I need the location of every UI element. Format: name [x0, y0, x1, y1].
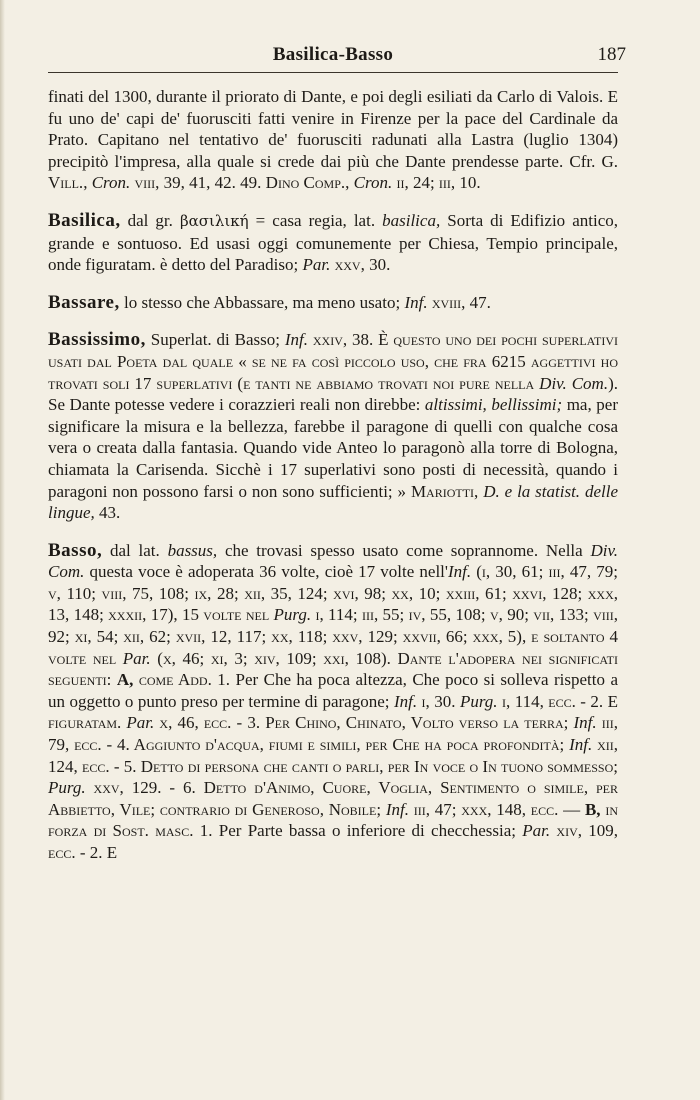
grammar-note: come Add.: [138, 670, 212, 690]
work-ref: Par.: [126, 713, 155, 733]
work-ref: Par.: [302, 255, 331, 275]
text: ii, 24; iii, 10.: [392, 173, 481, 193]
text: (i, 30, 61; iii, 47, 79; v, 110; viii, 75, 108; ix, 28; xii, 35, 124; xvi, 98; xx, 10; xxiii, 61; xxvi, 128; xxx, 13, 148; xxxii, 17), 15 volte nel: [48, 562, 619, 625]
text: che trovasi spesso usato come soprannome. Nella: [217, 540, 591, 560]
header-rule: [48, 72, 618, 73]
page-edge-shadow: [0, 0, 5, 1100]
work-ref: D. e la statist. delle lingue,: [48, 481, 618, 523]
sense-letter: A,: [116, 670, 134, 690]
text: 1. Per Che ha poca altezza, Che poco si solleva rispetto a un oggetto o punto preso per termine di paragone;: [48, 670, 618, 711]
text: (x, 46; xi, 3; xiv, 109; xxi, 108). Dante l'adopera nei significati seguenti:: [48, 648, 619, 690]
text: xiv, 109, ecc. - 2. E: [48, 821, 619, 862]
author-ref: Dino Comp.: [265, 173, 346, 193]
work-ref: Inf.: [447, 562, 472, 582]
page-header: [48, 44, 626, 70]
latin-word: bassus,: [167, 540, 218, 560]
text: i, 114, ecc. - 2. E figuratam.: [48, 691, 618, 733]
text: = casa regia, lat.: [248, 210, 383, 230]
work-ref: Purg.: [273, 605, 312, 625]
text: dal gr.: [120, 210, 180, 230]
text: lo stesso che Abbassare, ma meno usato;: [119, 292, 405, 312]
text: iii, 47; xxx, 148, ecc. —: [408, 799, 585, 819]
quoted-words: altissimi, bellissimi;: [424, 395, 563, 415]
text: finati del 1300, durante il priorato di Dante, e poi degli esiliati da Carlo di Valois. E fu uno de' capi de' fuorusciti fatti venire in Firenze per la pace del Cardinale da Prato. Capitano nel tentativo de' fuorusciti radunati alla Lastra (luglio 1304) precipitò l'impresa, alla quale si crede dai più che Dante prendesse parte. Cfr. G.: [48, 87, 618, 171]
work-ref: Div. Com.: [48, 540, 619, 582]
page-number: 187: [597, 44, 626, 65]
text: dal lat.: [102, 540, 168, 560]
text: ,: [83, 173, 92, 193]
work-ref: Inf.: [284, 330, 308, 350]
text: questa voce è adoperata 36 volte, cioè 17 volte nell': [84, 562, 448, 582]
text: ). Se Dante potesse vedere i corazzieri reali non direbbe:: [48, 373, 618, 415]
work-ref: Purg.: [48, 778, 86, 798]
sense-letter: B,: [584, 799, 601, 819]
work-ref: Div. Com.: [539, 373, 609, 393]
entry-basso: [48, 540, 618, 864]
work-ref: Cron.: [353, 173, 393, 193]
text: i, 30.: [417, 691, 460, 711]
work-ref: Inf.: [385, 799, 409, 819]
text: Sorta di Edifizio antico, grande e sontuoso. Ed usasi oggi comunemente per Chiesa, Tempio principale, onde figuratam. è detto del Paradiso;: [48, 210, 618, 275]
work-ref: Inf.: [573, 713, 597, 733]
text: 43.: [94, 503, 121, 523]
author-ref: Mariotti,: [410, 481, 479, 501]
work-ref: Purg.: [459, 691, 498, 711]
work-ref: Par.: [122, 648, 151, 668]
text: 1. Per Parte bassa o inferiore di checchessia;: [193, 821, 523, 841]
work-ref: Cron.: [91, 173, 131, 193]
headword: Basso,: [48, 539, 103, 561]
headword: Bassare,: [48, 291, 120, 313]
headword: Basilica,: [48, 209, 121, 231]
author-ref: Vill.: [48, 173, 84, 193]
text: iii, 79, ecc. - 4. Aggiunto d'acqua, fiumi e simili, per Che ha poca profondità;: [48, 713, 619, 755]
text: Superlat. di Basso;: [145, 330, 285, 350]
greek-word: βασιλική: [179, 211, 249, 230]
work-ref: Par.: [522, 821, 551, 841]
work-ref: Inf.: [569, 735, 593, 755]
text: x, 46, ecc. - 3. Per Chino, Chinato, Volto verso la terra;: [154, 713, 574, 733]
grammar-note: in forza di Sost. masc.: [48, 799, 618, 841]
entry-continuation: [48, 86, 618, 194]
text: xxv, 129. - 6. Detto d'Animo, Cuore, Voglia, Sentimento o simile, per Abbietto, Vile; contrario di Generoso, Nobile;: [48, 778, 618, 819]
headword: Bassissimo,: [48, 329, 146, 351]
text: ,: [345, 173, 354, 193]
work-ref: Inf.: [404, 292, 428, 312]
text: ma, per significare la misura e la bellezza, farebbe il paragone di quelli con qualche cosa vera o creata dalla fantasia. Quando vide Anteo lo paragonò alla torre di Bologna, chiamata la Carisenda. Sicchè i 17 superlativi sono posti di necessità, quando i paragoni non possono farsi o non sono sufficienti; »: [48, 395, 618, 501]
text: xii, 124, ecc. - 5. Detto di persona che canti o parli, per In voce o In tuono sommesso;: [48, 735, 618, 776]
running-title: Basilica-Basso: [272, 44, 394, 65]
text: viii, 39, 41, 42. 49.: [130, 173, 266, 193]
text: xxv, 30.: [330, 255, 391, 275]
page-body: [48, 86, 618, 880]
entry-bassare: [48, 292, 618, 314]
work-ref: Inf.: [393, 691, 418, 711]
text: xviii, 47.: [427, 292, 491, 312]
entry-bassissimo: [48, 329, 618, 523]
text: i, 114; iii, 55; iv, 55, 108; v, 90; vii, 133; viii, 92; xi, 54; xii, 62; xvii, 12, 117; xx, 118; xxv, 129; xxvii, 66; xxx, 5), e soltanto 4 volte nel: [48, 605, 618, 668]
entry-basilica: [48, 210, 618, 276]
text: xxiv, 38. È questo uno dei pochi superlativi usati dal Poeta dal quale « se ne fa così piccolo uso, che fra 6215 aggettivi ho trovati soli 17 superlativi (e tanti ne abbiamo trovati noi pure nella: [48, 330, 618, 393]
latin-word: basilica,: [382, 210, 441, 230]
